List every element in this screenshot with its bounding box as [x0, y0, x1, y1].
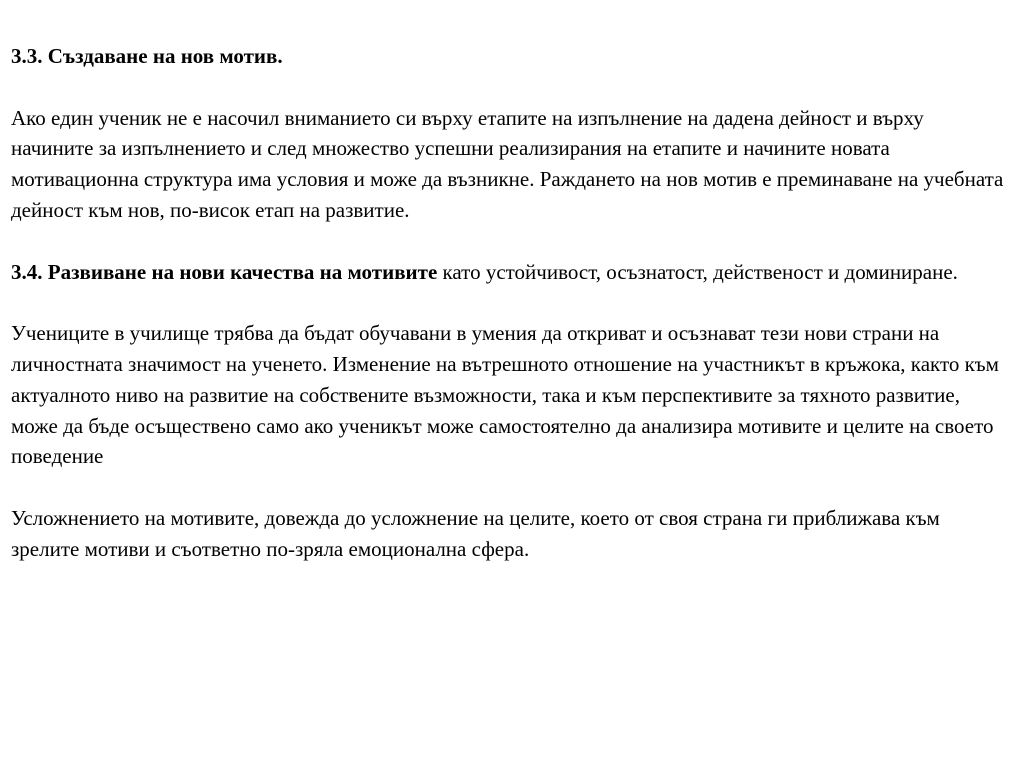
- section-3-3-heading: 3.3. Създаване на нов мотив.: [11, 44, 283, 68]
- section-3-4-heading: [11, 257, 1011, 288]
- students-paragraph: Учениците в училище трябва да бъдат обучавани в умения да откриват и осъзнават тези нови страни на личностната значимост на ученето. Изменение на вътрешното отношение на участникът в кръжока, както към актуалното ниво на развитие на собствените възможности, така и към перспективите за тяхното развитие, може да бъде осъществено само ако ученикът може самостоятелно да анализира мотивите и целите на своето поведение: [11, 321, 999, 469]
- section-3-3-paragraph: Ако един ученик не е насочил вниманието си върху етапите на изпълнение на дадена дейност и върху начините за изпълнението и след множество успешни реализирания на етапите и начините новата мотивационна структура има условия и може да възникне. Раждането на нов мотив е преминаване на учебната дейност към нов, по-висок етап на развитие.: [11, 105, 1004, 222]
- complexity-paragraph: Усложнението на мотивите, довежда до усложнение на целите, което от своя страна ги приближава към зрелите мотиви и съответно по-зряла емоционална сфера.: [11, 505, 940, 561]
- section-3-4-heading-rest: като устойчивост, осъзнатост, действеност и доминиране.: [437, 259, 958, 284]
- section-3-4-heading-bold: 3.4. Развиване на нови качества на мотивите: [11, 259, 438, 284]
- document-page: [11, 41, 1011, 595]
